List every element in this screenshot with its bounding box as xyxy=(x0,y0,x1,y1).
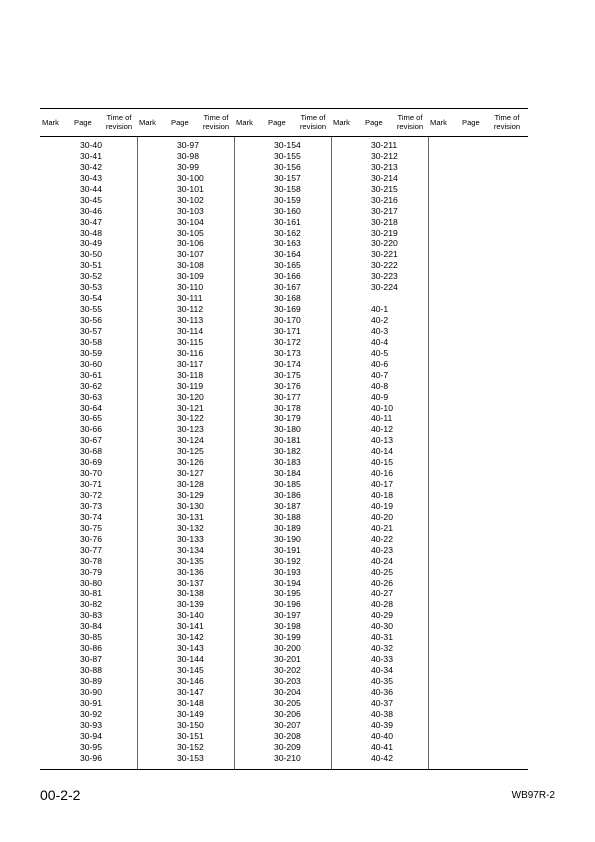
page-entry: 30-170 xyxy=(274,315,301,325)
page-entry: 40-3 xyxy=(371,325,389,336)
page-entry: 30-89 xyxy=(80,675,102,686)
page-entry: 30-87 xyxy=(80,654,102,665)
page-entry: 30-148 xyxy=(177,697,204,708)
page-number: 00-2-2 xyxy=(40,787,81,803)
page-list-column-4 xyxy=(371,140,398,763)
page-entry: 30-219 xyxy=(371,227,398,238)
page-entry: 30-102 xyxy=(177,194,204,205)
header-time-of-revision: Time of revision xyxy=(493,113,521,131)
page-entry: 40-29 xyxy=(371,610,393,621)
page-entry: 30-107 xyxy=(177,249,204,260)
page-entry: 30-141 xyxy=(177,621,204,632)
page-entry: 30-181 xyxy=(274,435,301,446)
page-entry: 40-22 xyxy=(371,533,393,544)
page-entry: 30-95 xyxy=(80,741,102,752)
page-entry: 30-179 xyxy=(274,413,301,424)
page-entry: 30-50 xyxy=(80,249,102,260)
page-entry: 40-15 xyxy=(371,457,393,468)
page-entry: 30-164 xyxy=(274,249,301,260)
page-entry: 30-114 xyxy=(177,325,204,336)
page-entry: 30-137 xyxy=(177,577,204,588)
page-entry: 30-55 xyxy=(80,304,102,315)
page-entry: 30-200 xyxy=(274,643,301,654)
page-entry: 40-19 xyxy=(371,500,393,511)
page-entry: 30-124 xyxy=(177,435,204,446)
header-mark: Mark xyxy=(236,117,253,127)
page-entry: 40-25 xyxy=(371,566,393,577)
page-entry: 30-120 xyxy=(177,391,204,402)
page-entry: 30-109 xyxy=(177,271,204,282)
page-entry: 30-222 xyxy=(371,260,398,271)
page-entry: 30-77 xyxy=(80,544,102,555)
page-entry: 30-74 xyxy=(80,511,102,522)
page-entry: 30-42 xyxy=(80,161,102,172)
page-entry: 30-46 xyxy=(80,205,102,216)
page-entry: 40-37 xyxy=(371,697,393,708)
column-separator xyxy=(331,137,332,769)
column-separator xyxy=(234,137,235,769)
page-entry: 30-52 xyxy=(80,271,102,282)
page-entry: 40-40 xyxy=(371,730,393,741)
page-entry: 30-135 xyxy=(177,555,204,566)
page-entry: 30-139 xyxy=(177,599,204,610)
page-entry: 30-189 xyxy=(274,522,301,533)
page-entry: 30-206 xyxy=(274,708,301,719)
page-entry: 30-58 xyxy=(80,336,102,347)
page-entry: 30-152 xyxy=(177,741,204,752)
page-entry: 30-217 xyxy=(371,205,398,216)
page-entry: 30-145 xyxy=(177,665,204,675)
page-entry: 30-190 xyxy=(274,533,301,544)
page-entry: 30-158 xyxy=(274,183,301,194)
page-entry: 30-159 xyxy=(274,194,301,205)
page-entry: 30-63 xyxy=(80,391,102,402)
page-entry: 30-162 xyxy=(274,227,301,238)
page-entry: 40-4 xyxy=(371,336,389,347)
page-entry: 30-111 xyxy=(177,293,203,304)
page-entry: 40-39 xyxy=(371,719,393,730)
page-entry: 30-180 xyxy=(274,424,301,435)
page-entry: 30-128 xyxy=(177,479,204,490)
page-entry: 30-73 xyxy=(80,500,102,511)
page-entry: 30-47 xyxy=(80,216,102,227)
page-entry xyxy=(371,293,398,304)
page-entry: 30-41 xyxy=(80,150,102,161)
page-entry: 40-16 xyxy=(371,468,393,479)
page-entry: 30-208 xyxy=(274,730,301,741)
header-time-of-revision: Time of revision xyxy=(299,113,327,131)
page-entry: 30-194 xyxy=(274,577,301,588)
page-entry: 40-17 xyxy=(371,479,393,490)
page-entry: 30-216 xyxy=(371,194,398,205)
page-entry: 40-27 xyxy=(371,588,393,599)
page-entry: 40-2 xyxy=(371,315,389,325)
page-entry: 30-211 xyxy=(371,140,398,150)
header-mark: Mark xyxy=(139,117,156,127)
page-entry: 30-80 xyxy=(80,577,102,588)
page-entry: 30-125 xyxy=(177,446,204,457)
header-page: Page xyxy=(365,117,383,127)
page-entry: 40-24 xyxy=(371,555,393,566)
header-time-of-revision: Time of revision xyxy=(396,113,424,131)
page-entry: 30-94 xyxy=(80,730,102,741)
page-entry: 30-130 xyxy=(177,500,204,511)
page-entry: 30-68 xyxy=(80,446,102,457)
page-entry: 30-88 xyxy=(80,665,102,675)
page-entry: 30-78 xyxy=(80,555,102,566)
page-entry: 30-151 xyxy=(177,730,204,741)
page-entry: 30-191 xyxy=(274,544,301,555)
page-entry: 30-183 xyxy=(274,457,301,468)
page-entry: 30-62 xyxy=(80,380,102,391)
page-entry: 40-41 xyxy=(371,741,393,752)
page-entry: 40-30 xyxy=(371,621,393,632)
page-entry: 30-192 xyxy=(274,555,301,566)
page-entry: 30-156 xyxy=(274,161,301,172)
page-entry: 30-91 xyxy=(80,697,102,708)
page-entry: 30-72 xyxy=(80,490,102,500)
page-entry: 30-92 xyxy=(80,708,102,719)
page-entry: 30-48 xyxy=(80,227,102,238)
page-entry: 40-13 xyxy=(371,435,393,446)
page-entry: 40-42 xyxy=(371,752,393,763)
page-entry: 30-207 xyxy=(274,719,301,730)
header-page: Page xyxy=(74,117,92,127)
page-entry: 30-116 xyxy=(177,347,204,358)
page-entry: 40-9 xyxy=(371,391,389,402)
page-entry: 30-93 xyxy=(80,719,102,730)
page-entry: 30-160 xyxy=(274,205,301,216)
page-entry: 30-196 xyxy=(274,599,301,610)
page-entry: 40-7 xyxy=(371,369,389,380)
page-list-column-3 xyxy=(274,140,301,763)
page-entry: 40-20 xyxy=(371,511,393,522)
header-mark: Mark xyxy=(430,117,447,127)
page-entry: 40-33 xyxy=(371,654,393,665)
page-entry: 40-28 xyxy=(371,599,393,610)
page-entry: 30-112 xyxy=(177,304,204,315)
page-entry: 30-59 xyxy=(80,347,102,358)
page-entry: 30-49 xyxy=(80,238,102,249)
page-entry: 30-110 xyxy=(177,282,204,293)
page-entry: 40-38 xyxy=(371,708,393,719)
page-entry: 40-34 xyxy=(371,665,393,675)
page-entry: 30-45 xyxy=(80,194,102,205)
page-entry: 30-209 xyxy=(274,741,301,752)
page-entry: 40-26 xyxy=(371,577,393,588)
page-entry: 30-134 xyxy=(177,544,204,555)
page-entry: 30-178 xyxy=(274,402,301,413)
header-mark: Mark xyxy=(42,117,59,127)
page-entry: 30-214 xyxy=(371,172,398,183)
page-entry: 30-171 xyxy=(274,325,301,336)
page-entry: 30-57 xyxy=(80,325,102,336)
page-entry: 30-147 xyxy=(177,686,204,697)
page-entry: 30-65 xyxy=(80,413,102,424)
column-separator xyxy=(428,137,429,769)
page-entry: 40-35 xyxy=(371,675,393,686)
page-entry: 30-82 xyxy=(80,599,102,610)
page-entry: 40-11 xyxy=(371,413,393,424)
page-entry: 30-188 xyxy=(274,511,301,522)
page-entry: 30-176 xyxy=(274,380,301,391)
header-page: Page xyxy=(268,117,286,127)
page-entry: 30-118 xyxy=(177,369,204,380)
page-entry: 30-51 xyxy=(80,260,102,271)
page-entry: 30-165 xyxy=(274,260,301,271)
page-entry: 30-146 xyxy=(177,675,204,686)
page-entry: 40-6 xyxy=(371,358,389,369)
page-entry: 30-76 xyxy=(80,533,102,544)
page-entry: 30-40 xyxy=(80,140,102,150)
header-mark: Mark xyxy=(333,117,350,127)
page-entry: 40-18 xyxy=(371,490,393,500)
page-entry: 30-121 xyxy=(177,402,204,413)
page-entry: 30-144 xyxy=(177,654,204,665)
page-entry: 30-177 xyxy=(274,391,301,402)
page-entry: 30-105 xyxy=(177,227,204,238)
page-entry: 30-182 xyxy=(274,446,301,457)
page-entry: 30-54 xyxy=(80,293,102,304)
page-entry: 40-23 xyxy=(371,544,393,555)
page-entry: 30-133 xyxy=(177,533,204,544)
page-entry: 30-167 xyxy=(274,282,301,293)
page-entry: 30-108 xyxy=(177,260,204,271)
page-entry: 30-53 xyxy=(80,282,102,293)
page-entry: 30-96 xyxy=(80,752,102,763)
page-entry: 30-100 xyxy=(177,172,204,183)
page-entry: 30-115 xyxy=(177,336,204,347)
page-entry: 30-213 xyxy=(371,161,398,172)
page-entry: 30-113 xyxy=(177,315,204,325)
page-entry: 30-83 xyxy=(80,610,102,621)
page-entry: 30-67 xyxy=(80,435,102,446)
table-bottom-rule xyxy=(40,769,528,770)
page-entry: 30-174 xyxy=(274,358,301,369)
page-entry: 30-202 xyxy=(274,665,301,675)
page-entry: 40-36 xyxy=(371,686,393,697)
page-entry: 30-85 xyxy=(80,632,102,643)
page-entry: 30-122 xyxy=(177,413,204,424)
page-entry: 30-218 xyxy=(371,216,398,227)
page-entry: 30-43 xyxy=(80,172,102,183)
page-entry: 30-220 xyxy=(371,238,398,249)
page-entry: 30-155 xyxy=(274,150,301,161)
page-entry: 30-132 xyxy=(177,522,204,533)
page-entry: 30-90 xyxy=(80,686,102,697)
page-entry: 30-154 xyxy=(274,140,301,150)
header-page: Page xyxy=(462,117,480,127)
page-entry: 30-193 xyxy=(274,566,301,577)
page-entry: 30-203 xyxy=(274,675,301,686)
page-entry: 30-204 xyxy=(274,686,301,697)
page-entry: 40-31 xyxy=(371,632,393,643)
page-entry: 30-138 xyxy=(177,588,204,599)
page-entry: 30-168 xyxy=(274,293,301,304)
page-entry: 30-173 xyxy=(274,347,301,358)
column-separator xyxy=(137,137,138,769)
page-entry: 30-123 xyxy=(177,424,204,435)
page-entry: 30-166 xyxy=(274,271,301,282)
page-entry: 30-186 xyxy=(274,490,301,500)
header-time-of-revision: Time of revision xyxy=(105,113,133,131)
page-entry: 30-212 xyxy=(371,150,398,161)
page-entry: 30-84 xyxy=(80,621,102,632)
page-entry: 30-75 xyxy=(80,522,102,533)
model-name: WB97R-2 xyxy=(511,790,555,801)
page-entry: 40-5 xyxy=(371,347,389,358)
page-entry: 30-104 xyxy=(177,216,204,227)
page-entry: 40-32 xyxy=(371,643,393,654)
page-entry: 30-71 xyxy=(80,479,102,490)
page-entry: 40-12 xyxy=(371,424,393,435)
page-entry: 30-223 xyxy=(371,271,398,282)
page-entry: 30-99 xyxy=(177,161,199,172)
table-header-rule xyxy=(40,136,528,137)
page-entry: 30-184 xyxy=(274,468,301,479)
page-entry: 40-1 xyxy=(371,304,389,315)
header-page: Page xyxy=(171,117,189,127)
page-entry: 30-101 xyxy=(177,183,204,194)
page-entry: 30-140 xyxy=(177,610,204,621)
page-entry: 30-143 xyxy=(177,643,204,654)
page-entry: 30-103 xyxy=(177,205,204,216)
page-entry: 30-205 xyxy=(274,697,301,708)
page-entry: 30-126 xyxy=(177,457,204,468)
page-entry: 30-195 xyxy=(274,588,301,599)
page-entry: 30-175 xyxy=(274,369,301,380)
page-entry: 30-198 xyxy=(274,621,301,632)
page-entry: 30-64 xyxy=(80,402,102,413)
page-entry: 40-14 xyxy=(371,446,393,457)
page-entry: 30-79 xyxy=(80,566,102,577)
page-entry: 30-187 xyxy=(274,500,301,511)
page-entry: 30-185 xyxy=(274,479,301,490)
page-entry: 30-70 xyxy=(80,468,102,479)
page-entry: 30-56 xyxy=(80,315,102,325)
page-entry: 30-201 xyxy=(274,654,301,665)
page-entry: 30-197 xyxy=(274,610,301,621)
page-entry: 30-129 xyxy=(177,490,204,500)
page-entry: 30-44 xyxy=(80,183,102,194)
page-list-column-1 xyxy=(80,140,102,763)
page-entry: 30-163 xyxy=(274,238,301,249)
page-entry: 30-161 xyxy=(274,216,301,227)
page-entry: 30-157 xyxy=(274,172,301,183)
page-entry: 30-66 xyxy=(80,424,102,435)
page-entry: 30-81 xyxy=(80,588,102,599)
page-entry: 30-131 xyxy=(177,511,204,522)
page-entry: 30-69 xyxy=(80,457,102,468)
page-entry: 30-136 xyxy=(177,566,204,577)
page-entry: 30-117 xyxy=(177,358,204,369)
page-entry: 30-142 xyxy=(177,632,204,643)
page-entry: 30-106 xyxy=(177,238,204,249)
page-entry: 30-98 xyxy=(177,150,199,161)
page-entry: 30-215 xyxy=(371,183,398,194)
page-entry: 40-8 xyxy=(371,380,389,391)
page-entry: 30-60 xyxy=(80,358,102,369)
page-entry: 40-10 xyxy=(371,402,393,413)
page-entry: 30-172 xyxy=(274,336,301,347)
page-entry: 30-199 xyxy=(274,632,301,643)
header-time-of-revision: Time of revision xyxy=(202,113,230,131)
page-entry: 30-153 xyxy=(177,752,204,763)
page-entry: 30-97 xyxy=(177,140,199,150)
page-entry: 30-224 xyxy=(371,282,398,293)
page-entry: 30-127 xyxy=(177,468,204,479)
page-entry: 30-86 xyxy=(80,643,102,654)
page-list-column-2 xyxy=(177,140,204,763)
page-entry: 30-61 xyxy=(80,369,102,380)
page-entry: 30-169 xyxy=(274,304,301,315)
page-entry: 40-21 xyxy=(371,522,393,533)
page-entry: 30-221 xyxy=(371,249,398,260)
page-entry: 30-119 xyxy=(177,380,204,391)
page-entry: 30-150 xyxy=(177,719,204,730)
page-entry: 30-149 xyxy=(177,708,204,719)
page-entry: 30-210 xyxy=(274,752,301,763)
